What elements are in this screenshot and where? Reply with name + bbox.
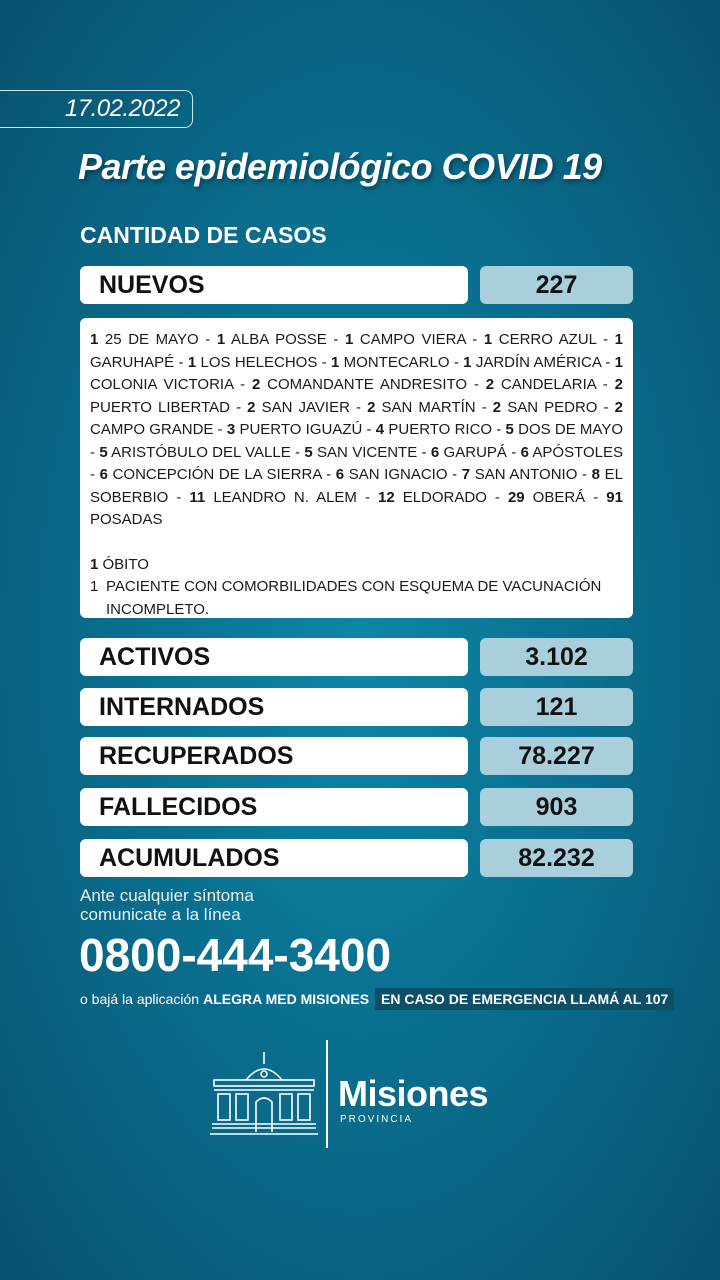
case-locality: PUERTO RICO <box>384 421 493 438</box>
case-locality: ALBA POSSE <box>225 331 327 348</box>
symptom-info-line2: comunicate a la línea <box>80 905 241 924</box>
case-locality: CANDELARIA <box>494 376 596 393</box>
case-entry <box>336 466 448 483</box>
case-locality: CERRO AZUL <box>492 331 597 348</box>
case-count: 1 <box>483 331 493 348</box>
case-entry <box>367 399 476 416</box>
case-count: 1 <box>331 353 340 371</box>
case-entry <box>252 376 467 393</box>
stat-row-acumulados <box>80 839 633 877</box>
case-count: 2 <box>614 398 623 416</box>
case-locality: JARDÍN AMÉRICA <box>471 353 601 371</box>
obito-label: ÓBITO <box>98 555 149 573</box>
case-locality: POSADAS <box>90 511 163 528</box>
case-entry <box>304 444 417 461</box>
stat-value: 78.227 <box>480 737 633 775</box>
case-locality: 25 DE MAYO <box>98 331 199 348</box>
obito-line <box>90 554 623 577</box>
case-count: 1 <box>463 353 472 371</box>
case-count: 7 <box>461 466 471 483</box>
case-entry <box>100 466 322 483</box>
case-count: 1 <box>614 331 623 348</box>
symptom-info <box>80 886 254 924</box>
obito-note-text: PACIENTE CON COMORBILIDADES CON ESQUEMA DE VACUNACIÓN INCOMPLETO. <box>106 578 602 618</box>
case-count: 5 <box>304 443 313 461</box>
cases-detail-card <box>80 318 633 618</box>
case-locality: SAN VICENTE <box>312 443 418 461</box>
case-entry <box>331 354 450 371</box>
date-badge: 17.02.2022 <box>0 90 193 128</box>
government-house-icon <box>210 1050 320 1140</box>
case-count: 5 <box>99 443 108 461</box>
case-locality: SAN JAVIER <box>255 398 350 416</box>
case-count: 2 <box>492 398 502 416</box>
case-count: 29 <box>507 488 525 506</box>
case-locality: COMANDANTE ANDRESITO <box>260 376 468 393</box>
obito-note <box>90 576 623 621</box>
case-entry <box>217 331 327 348</box>
case-locality: MONTECARLO <box>339 353 450 371</box>
case-locality: APÓSTOLES <box>528 443 624 461</box>
misiones-logo <box>210 1040 510 1150</box>
obito-count: 1 <box>90 555 99 573</box>
case-count: 1 <box>90 331 99 348</box>
case-locality: COLONIA VICTORIA <box>90 376 234 393</box>
case-locality: CAMPO GRANDE <box>90 421 214 438</box>
case-locality: OBERÁ <box>524 488 586 506</box>
case-count: 1 <box>216 331 226 348</box>
case-locality: EL SOBERBIO <box>90 466 623 506</box>
stat-row-recuperados <box>80 737 633 775</box>
logo-subtitle: PROVINCIA <box>340 1114 414 1125</box>
case-locality: PUERTO IGUAZÚ <box>235 421 363 438</box>
app-info-line <box>80 987 674 1011</box>
case-count: 6 <box>99 466 108 483</box>
case-count: 1 <box>344 331 354 348</box>
app-name: ALEGRA MED MISIONES <box>203 991 370 1007</box>
case-count: 6 <box>430 443 440 461</box>
case-count: 2 <box>247 398 256 416</box>
emergency-badge: EN CASO DE EMERGENCIA LLAMÁ AL 107 <box>375 988 674 1010</box>
stat-row-fallecidos <box>80 788 633 826</box>
case-count: 2 <box>485 376 495 393</box>
case-locality: SAN ANTONIO <box>470 466 578 483</box>
symptom-info-line1: Ante cualquier síntoma <box>80 886 254 905</box>
hotline-number: 0800-444-3400 <box>79 929 392 981</box>
case-entry <box>493 399 598 416</box>
stat-value: 3.102 <box>480 638 633 676</box>
case-locality: LEANDRO N. ALEM <box>205 488 357 506</box>
nuevos-label: NUEVOS <box>80 266 468 304</box>
obito-note-number: 1 <box>90 578 99 595</box>
case-entry <box>463 354 601 371</box>
logo-brand: Misiones <box>338 1073 489 1114</box>
case-count: 2 <box>251 376 261 393</box>
case-count: 6 <box>335 466 345 483</box>
cases-by-locality: 1 25 DE MAYO - 1 ALBA POSSE - 1 CAMPO VIERA - 1 CERRO AZUL - 1 GARUHAPÉ - 1 LOS HELECHOS - 1 MONTECARLO - 1 JARDÍN AMÉRICA - 1 COLONIA VICTORIA - 2 COMANDANTE ANDRESITO - 2 CANDELARIA - 2 PUERTO LIBERTAD - 2 SAN JAVIER - 2 SAN MARTÍN - 2 SAN PEDRO - 2 CAMPO GRANDE - 3 PUERTO IGUAZÚ - 4 PUERTO RICO - 5 DOS DE MAYO - 5 ARISTÓBULO DEL VALLE - 5 SAN VICENTE - 6 GARUPÁ - 6 APÓSTOLES - 6 CONCEPCIÓN DE LA SIERRA - 6 SAN IGNACIO - 7 SAN ANTONIO - 8 EL SOBERBIO - 11 LEANDRO N. ALEM - 12 ELDORADO - 29 OBERÁ - 91 POSADAS <box>90 331 624 528</box>
stat-label: RECUPERADOS <box>80 737 468 775</box>
case-count: 91 <box>606 488 623 506</box>
stat-row-activos <box>80 638 633 676</box>
case-locality: GARUPÁ <box>439 443 507 461</box>
case-entry <box>431 444 507 461</box>
case-entry <box>247 399 350 416</box>
stat-row-internados <box>80 688 633 726</box>
case-entry <box>99 444 290 461</box>
case-entry <box>227 421 362 438</box>
case-entry <box>506 421 623 438</box>
nuevos-value: 227 <box>480 266 633 304</box>
case-count: 11 <box>189 488 206 506</box>
case-count: 1 <box>187 353 197 371</box>
logo-divider <box>326 1040 328 1148</box>
case-entry <box>376 421 492 438</box>
case-entry <box>484 331 597 348</box>
case-locality: CAMPO VIERA <box>353 331 466 348</box>
case-locality: CONCEPCIÓN DE LA SIERRA <box>107 466 322 483</box>
case-count: 2 <box>367 398 376 416</box>
case-entry <box>378 489 487 506</box>
case-count: 8 <box>591 466 600 483</box>
case-locality: LOS HELECHOS <box>196 353 318 371</box>
case-count: 6 <box>520 443 529 461</box>
stat-label: ACTIVOS <box>80 638 468 676</box>
stat-label: ACUMULADOS <box>80 839 468 877</box>
stat-label: FALLECIDOS <box>80 788 468 826</box>
case-locality: DOS DE MAYO <box>513 421 623 438</box>
case-entry <box>462 466 578 483</box>
case-locality: SAN MARTÍN <box>375 398 476 416</box>
case-entry <box>189 489 357 506</box>
case-count: 5 <box>505 421 514 438</box>
case-count: 3 <box>226 421 236 438</box>
case-count: 12 <box>377 488 395 506</box>
stat-value: 82.232 <box>480 839 633 877</box>
case-locality: GARUHAPÉ <box>90 353 175 371</box>
case-entry <box>521 444 623 461</box>
case-entry <box>90 331 199 348</box>
section-subtitle: CANTIDAD DE CASOS <box>80 222 327 248</box>
case-locality: PUERTO LIBERTAD <box>90 398 231 416</box>
app-prefix: o bajá la aplicación <box>80 991 200 1007</box>
nuevos-row <box>80 266 633 304</box>
case-entry <box>345 331 466 348</box>
case-entry <box>508 489 585 506</box>
case-locality: ARISTÓBULO DEL VALLE <box>107 443 291 461</box>
case-locality: SAN PEDRO <box>501 398 598 416</box>
case-locality: ELDORADO <box>394 488 487 506</box>
case-entry <box>188 354 318 371</box>
case-count: 2 <box>614 376 623 393</box>
case-count: 1 <box>614 353 623 371</box>
case-count: 4 <box>375 421 385 438</box>
stat-value: 121 <box>480 688 633 726</box>
stat-label: INTERNADOS <box>80 688 468 726</box>
case-locality: SAN IGNACIO <box>344 466 448 483</box>
stat-value: 903 <box>480 788 633 826</box>
page-title: Parte epidemiológico COVID 19 <box>78 146 602 187</box>
case-entry <box>486 376 596 393</box>
